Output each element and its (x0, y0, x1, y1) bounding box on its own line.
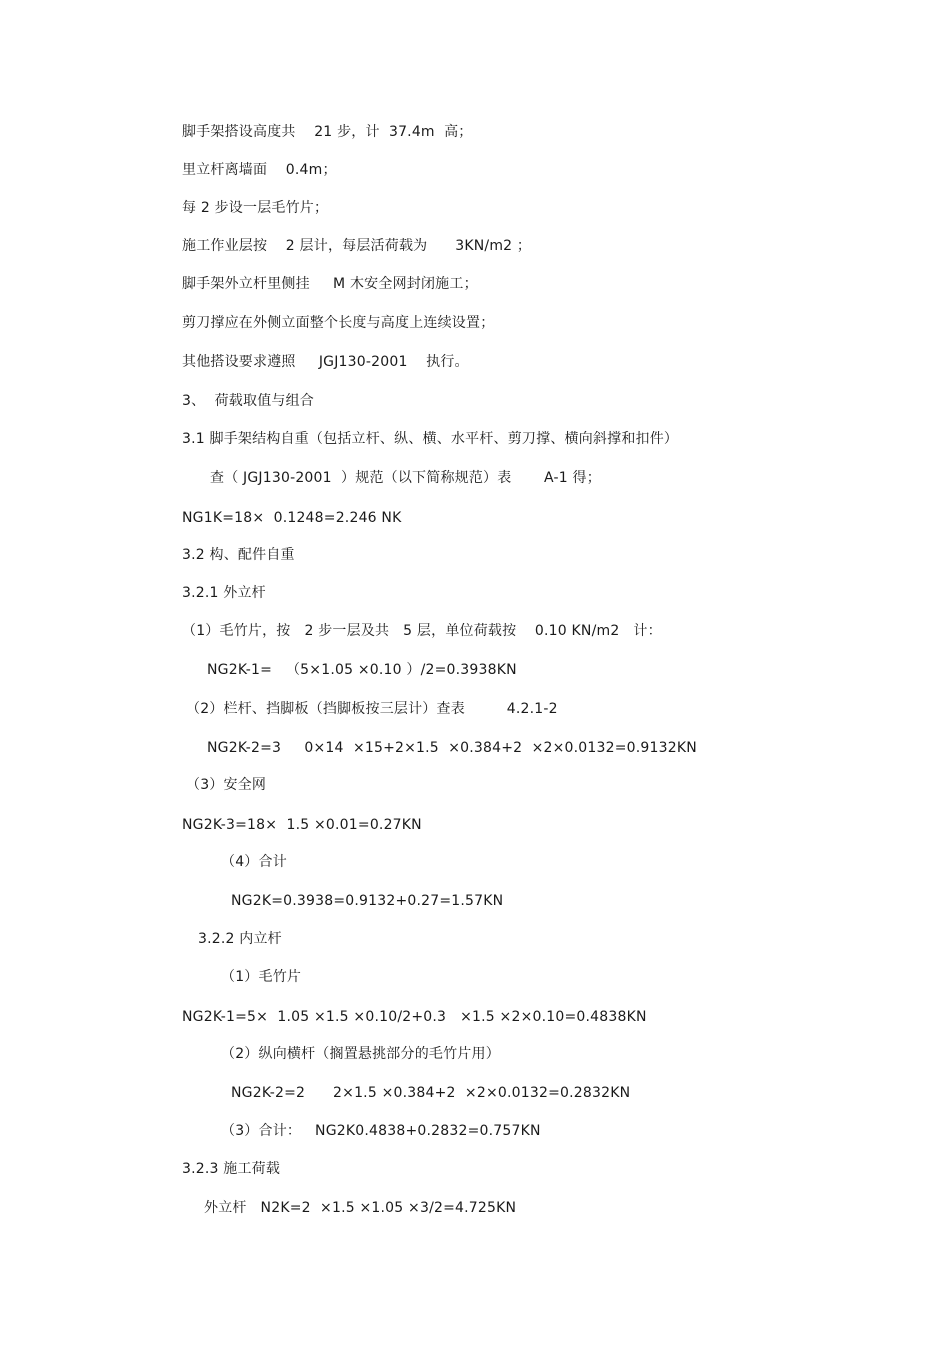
formula-line: NG2K-1=5× 1.05 ×1.5 ×0.10/2+0.3 ×1.5 ×2×0.10=0.4838KN (182, 1009, 647, 1025)
section-heading: 3.1 脚手架结构自重（包括立杆、纵、横、水平杆、剪刀撑、横向斜撑和扣件） (182, 431, 679, 447)
section-heading: 3.2.1 外立杆 (182, 585, 266, 601)
section-heading: 3.2 构、配件自重 (182, 547, 295, 563)
text-line: （4）合计 (221, 854, 287, 870)
section-heading: 3、 荷载取值与组合 (182, 393, 315, 409)
section-heading: 3.2.2 内立杆 (198, 931, 282, 947)
formula-line: NG1K=18× 0.1248=2.246 NK (182, 510, 402, 526)
formula-line: NG2K-2=2 2×1.5 ×0.384+2 ×2×0.0132=0.2832KN (231, 1085, 631, 1101)
text-line: （1）毛竹片，按 2 步一层及共 5 层，单位荷载按 0.10 KN/m2 计： (182, 623, 662, 639)
text-line: 脚手架搭设高度共 21 步，计 37.4m 高； (182, 124, 473, 140)
text-line: 施工作业层按 2 层计，每层活荷载为 3KN/m2 ； (182, 238, 532, 254)
formula-line: NG2K-2=3 0×14 ×15+2×1.5 ×0.384+2 ×2×0.0132=0.9132KN (207, 740, 697, 756)
formula-line: 外立杆 N2K=2 ×1.5 ×1.05 ×3/2=4.725KN (204, 1200, 517, 1216)
text-line: 其他搭设要求遵照 JGJ130-2001 执行。 (182, 354, 469, 370)
text-line: 剪刀撑应在外侧立面整个长度与高度上连续设置； (182, 315, 495, 331)
text-line: （2）纵向横杆（搁置悬挑部分的毛竹片用） (221, 1046, 500, 1062)
text-line: （2）栏杆、挡脚板（挡脚板按三层计）查表 4.2.1-2 (186, 701, 558, 717)
text-line: 查（ JGJ130-2001 ）规范（以下简称规范）表 A-1 得； (210, 470, 601, 486)
formula-line: NG2K=0.3938=0.9132+0.27=1.57KN (231, 893, 504, 909)
formula-line: NG2K-3=18× 1.5 ×0.01=0.27KN (182, 817, 422, 833)
text-line: （3）合计： NG2K0.4838+0.2832=0.757KN (221, 1123, 541, 1139)
text-line: （3）安全网 (186, 777, 267, 793)
text-line: 里立杆离墙面 0.4m； (182, 162, 337, 178)
section-heading: 3.2.3 施工荷载 (182, 1161, 281, 1177)
formula-line: NG2K-1= （5×1.05 ×0.10 ）/2=0.3938KN (207, 662, 517, 678)
text-line: （1）毛竹片 (221, 969, 302, 985)
text-line: 脚手架外立杆里侧挂 M 木安全网封闭施工； (182, 276, 478, 292)
text-line: 每 2 步设一层毛竹片； (182, 200, 329, 216)
